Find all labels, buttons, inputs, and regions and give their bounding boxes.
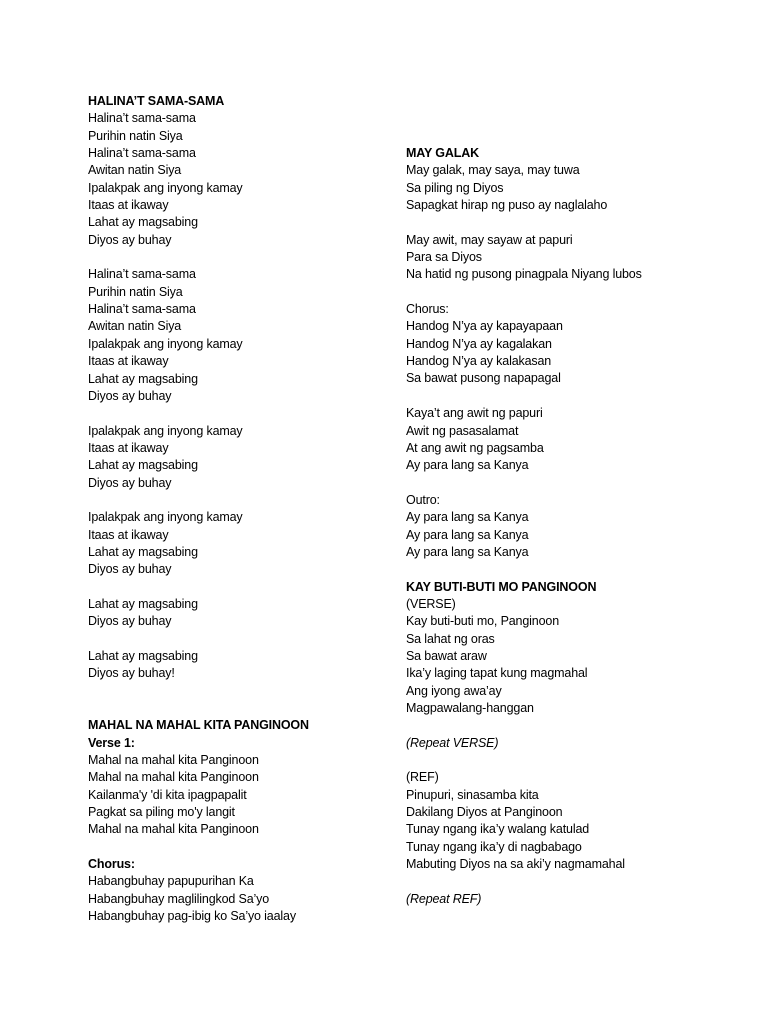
blank-line	[406, 388, 736, 405]
lyric-line: Diyos ay buhay	[88, 388, 172, 403]
lyric-line: Awitan natin Siya	[88, 319, 182, 334]
lyric-line: (Repeat REF)	[406, 891, 482, 906]
lyric-line: Handog N’ya ay kapayapaan	[406, 319, 563, 334]
lyric-line: Pagkat sa piling mo'y langit	[88, 805, 235, 820]
lyric-line: Chorus:	[406, 302, 449, 317]
lyric-line: At ang awit ng pagsamba	[406, 440, 544, 455]
lyric-line: Lahat ay magsabing	[88, 458, 198, 473]
blank-line	[88, 631, 418, 648]
lyric-line: Habangbuhay pag-ibig ko Sa’yo iaalay	[88, 909, 296, 924]
lyric-line: Para sa Diyos	[406, 250, 482, 265]
lyric-line: Mabuting Diyos na sa aki’y nagmamahal	[406, 857, 625, 872]
blank-line	[406, 717, 736, 734]
lyric-line: Kaya’t ang awit ng papuri	[406, 406, 543, 421]
blank-line	[88, 492, 418, 509]
lyric-line: Sa piling ng Diyos	[406, 180, 504, 195]
lyric-line: Handog N’ya ay kalakasan	[406, 354, 552, 369]
blank-line	[406, 475, 736, 492]
blank-line	[406, 284, 736, 301]
lyric-line: Habangbuhay papupurihan Ka	[88, 874, 254, 889]
lyric-line: Ang iyong awa’ay	[406, 683, 502, 698]
blank-line	[88, 249, 418, 266]
lyric-line: Purihin natin Siya	[88, 284, 183, 299]
blank-line	[406, 214, 736, 231]
lyric-line: Halina’t sama-sama	[88, 146, 196, 161]
lyric-line: Ay para lang sa Kanya	[406, 458, 529, 473]
lyric-line: Outro:	[406, 492, 440, 507]
lyric-line: Habangbuhay maglilingkod Sa’yo	[88, 891, 270, 906]
lyric-line: Dakilang Diyos at Panginoon	[406, 805, 563, 820]
lyric-line: Purihin natin Siya	[88, 128, 183, 143]
lyric-line: Na hatid ng pusong pinagpala Niyang lubos	[406, 267, 642, 282]
lyric-line: Sa bawat araw	[406, 648, 487, 663]
lyric-line: Ay para lang sa Kanya	[406, 544, 529, 559]
lyric-line: Halina’t sama-sama	[88, 302, 196, 317]
lyric-line: Diyos ay buhay	[88, 562, 172, 577]
blank-line	[406, 752, 736, 769]
lyric-line: Awitan natin Siya	[88, 163, 182, 178]
lyric-line: Halina’t sama-sama	[88, 267, 196, 282]
lyric-line: Lahat ay magsabing	[88, 649, 198, 663]
lyric-line: Mahal na mahal kita Panginoon	[88, 822, 259, 837]
lyric-line: Sa lahat ng oras	[406, 631, 495, 646]
lyric-line: Itaas at ikaway	[88, 198, 169, 213]
song-heading: HALINA’T SAMA-SAMA	[88, 94, 225, 108]
song-heading: KAY BUTI-BUTI MO PANGINOON	[406, 579, 597, 594]
lyric-line: Halina’t sama-sama	[88, 111, 196, 126]
lyric-line: Diyos ay buhay	[88, 232, 172, 247]
lyric-line: Tunay ngang ika’y di nagbabago	[406, 839, 582, 854]
lyric-line: Lahat ay magsabing	[88, 596, 198, 611]
song-heading: Chorus:	[88, 857, 135, 872]
lyric-line: May galak, may saya, may tuwa	[406, 163, 580, 178]
lyric-line: Ay para lang sa Kanya	[406, 510, 529, 525]
lyric-line: Ipalakpak ang inyong kamay	[88, 336, 243, 351]
lyric-line: Ipalakpak ang inyong kamay	[88, 423, 243, 438]
right-lyrics-column	[406, 145, 736, 908]
lyric-line: Diyos ay buhay	[88, 475, 172, 490]
blank-line	[406, 561, 736, 578]
lyric-line: Ika’y laging tapat kung magmahal	[406, 666, 588, 681]
lyric-line: Kay buti-buti mo, Panginoon	[406, 614, 559, 629]
lyric-line: Diyos ay buhay!	[88, 666, 175, 681]
lyric-line: (Repeat VERSE)	[406, 735, 499, 750]
lyric-line: Handog N’ya ay kagalakan	[406, 336, 552, 351]
lyric-line: Lahat ay magsabing	[88, 215, 198, 230]
lyric-line: May awit, may sayaw at papuri	[406, 232, 573, 247]
lyric-line: Mahal na mahal kita Panginoon	[88, 770, 259, 785]
song-heading: MAY GALAK	[406, 146, 479, 160]
lyric-line: Pinupuri, sinasamba kita	[406, 787, 539, 802]
blank-line	[406, 873, 736, 890]
lyric-line: Itaas at ikaway	[88, 354, 169, 369]
blank-line	[88, 700, 418, 717]
lyric-line: Itaas at ikaway	[88, 527, 169, 542]
left-lyrics-column	[88, 93, 418, 926]
blank-line	[88, 839, 418, 856]
lyric-line: (VERSE)	[406, 596, 456, 611]
lyric-line: (REF)	[406, 770, 439, 785]
blank-line	[88, 579, 418, 596]
lyric-line: Lahat ay magsabing	[88, 544, 198, 559]
lyric-line: Awit ng pasasalamat	[406, 423, 519, 438]
lyric-line: Itaas at ikaway	[88, 440, 169, 455]
lyric-line: Kailanma'y 'di kita ipagpapalit	[88, 787, 247, 802]
blank-line	[88, 405, 418, 422]
blank-line	[88, 683, 418, 700]
lyric-line: Ipalakpak ang inyong kamay	[88, 510, 243, 525]
lyric-line: Sa bawat pusong napapagal	[406, 371, 561, 386]
lyric-line: Ay para lang sa Kanya	[406, 527, 529, 542]
lyric-line: Diyos ay buhay	[88, 614, 172, 629]
song-heading: MAHAL NA MAHAL KITA PANGINOON	[88, 718, 309, 733]
lyric-line: Magpawalang-hanggan	[406, 701, 534, 715]
lyric-line: Lahat ay magsabing	[88, 371, 198, 386]
lyric-line: Sapagkat hirap ng puso ay naglalaho	[406, 198, 608, 213]
lyric-line: Ipalakpak ang inyong kamay	[88, 180, 243, 195]
lyric-line: Tunay ngang ika’y walang katulad	[406, 822, 590, 837]
lyric-line: Mahal na mahal kita Panginoon	[88, 753, 259, 768]
song-heading: Verse 1:	[88, 735, 135, 750]
